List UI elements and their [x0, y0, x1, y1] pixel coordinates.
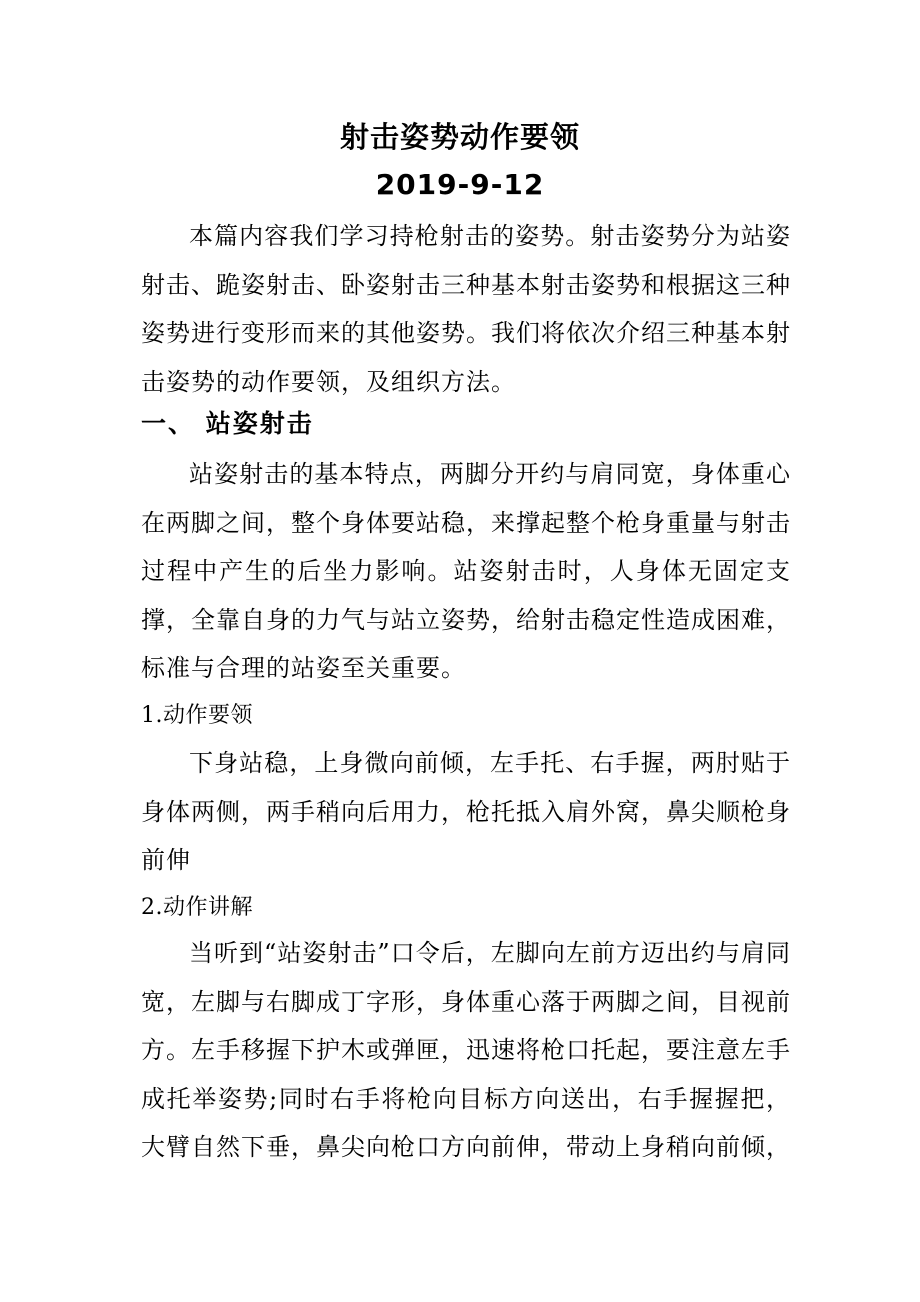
- intro-paragraph: 本篇内容我们学习持枪射击的姿势。射击姿势分为站姿射击、跪姿射击、卧姿射击三种基本射击姿势和根据这三种姿势进行变形而来的其他姿势。我们将依次介绍三种基本射击姿势的动作要领，及组织方法。: [141, 222, 791, 396]
- subsection-paragraph-essentials: 下身站稳，上身微向前倾，左手托、右手握，两肘贴于身体两侧，两手稍向后用力，枪托抵入肩外窝，鼻尖顺枪身前伸: [141, 749, 791, 875]
- document-title: 射击姿势动作要领: [339, 120, 580, 154]
- subsection-heading-explanation: 2.动作讲解: [141, 895, 253, 920]
- section-heading-standing: 一、 站姿射击: [141, 409, 314, 438]
- section-paragraph-standing: 站姿射击的基本特点，两脚分开约与肩同宽，身体重心在两脚之间，整个身体要站稳，来撑起整个枪身重量与射击过程中产生的后坐力影响。站姿射击时，人身体无固定支撑，全靠自身的力气与站立姿势，给射击稳定性造成困难，标准与合理的站姿至关重要。: [141, 460, 791, 683]
- document-date: 2019-9-12: [375, 168, 545, 201]
- subsection-paragraph-explanation: 当听到“站姿射击”口令后，左脚向左前方迈出约与肩同宽，左脚与右脚成丁字形，身体重心落于两脚之间，目视前方。左手移握下护木或弹匣，迅速将枪口托起，要注意左手成托举姿势;同时右手将枪向目标方向送出，右手握握把，大臂自然下垂，鼻尖向枪口方向前伸，带动上身稍向前倾，: [141, 939, 791, 1162]
- subsection-heading-essentials: 1.动作要领: [141, 703, 253, 728]
